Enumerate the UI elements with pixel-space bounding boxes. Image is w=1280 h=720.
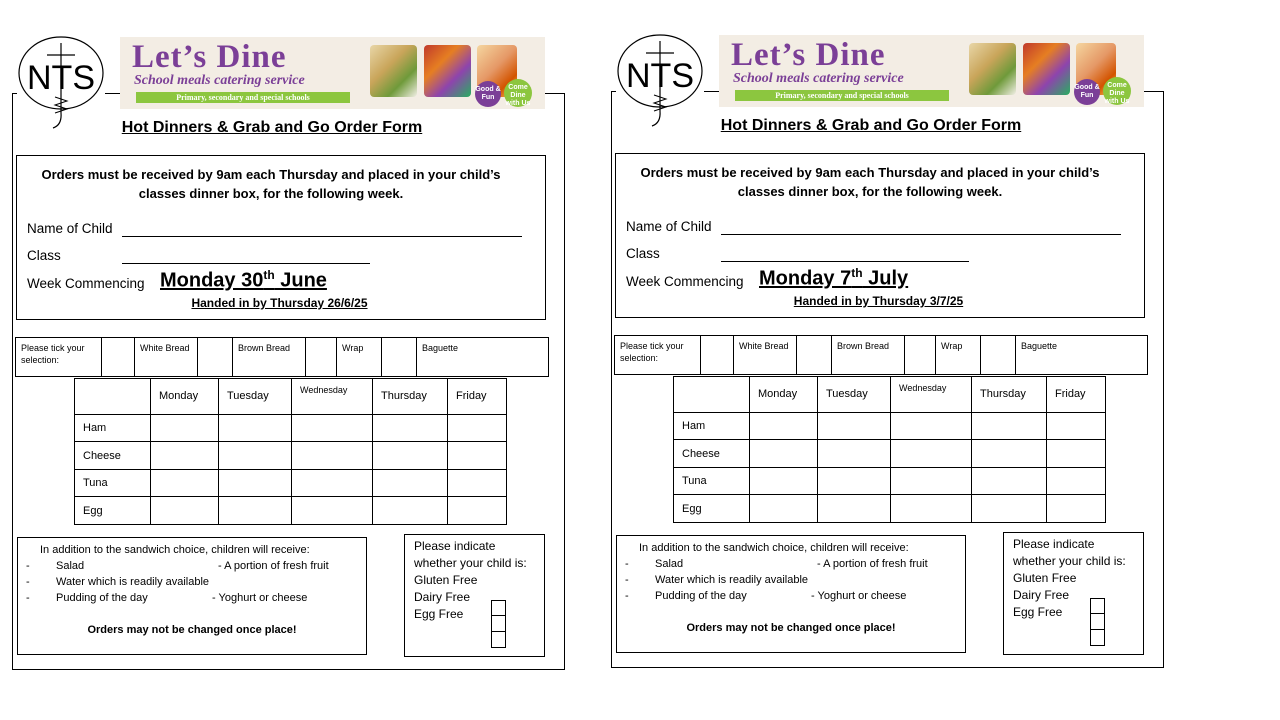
order-deadline-notice: Orders must be received by 9am each Thursday and placed in your child’s classes dinner box, for the following week. <box>640 165 1100 199</box>
filling-cheese: Cheese <box>75 442 151 470</box>
cell-cheese-mon[interactable] <box>151 442 219 470</box>
dietary-prompt: Please indicate whether your child is: <box>414 539 527 570</box>
filling-egg: Egg <box>75 497 151 525</box>
extras-item-2-left: Water which is readily available <box>655 574 809 586</box>
tick-box-white-bread[interactable] <box>102 338 135 377</box>
badge-good-fun: Good & Fun <box>1074 79 1100 105</box>
name-of-child-field[interactable] <box>122 236 522 237</box>
cell-egg-thu[interactable] <box>972 495 1047 523</box>
cell-ham-tue[interactable] <box>219 414 292 442</box>
extras-intro: In addition to the sandwich choice, children will receive: <box>40 544 310 556</box>
grid-row-egg <box>75 497 507 525</box>
extras-item-3: - Pudding of the day - Yoghurt or cheese <box>26 592 308 604</box>
week-ordinal: th <box>263 268 275 282</box>
filling-cheese: Cheese <box>674 440 750 468</box>
filling-tuna: Tuna <box>674 467 750 495</box>
week-ordinal: th <box>851 266 863 280</box>
bread-selection-table <box>614 335 1148 375</box>
cell-ham-fri[interactable] <box>1047 412 1106 440</box>
grid-header-row <box>674 377 1106 413</box>
details-box <box>615 153 1145 318</box>
checkbox-dairy-free[interactable] <box>1090 613 1105 630</box>
tick-box-wrap[interactable] <box>306 338 337 377</box>
cell-egg-thu[interactable] <box>373 497 448 525</box>
extras-item-1-left: Salad <box>655 558 684 570</box>
food-photo-1 <box>370 45 417 97</box>
extras-intro: In addition to the sandwich choice, children will receive: <box>639 542 909 554</box>
checkbox-egg-free[interactable] <box>1090 629 1105 646</box>
cell-cheese-thu[interactable] <box>373 442 448 470</box>
cell-ham-thu[interactable] <box>373 414 448 442</box>
cell-tuna-tue[interactable] <box>219 469 292 497</box>
extras-box <box>17 537 367 655</box>
cell-egg-tue[interactable] <box>219 497 292 525</box>
day-header-friday: Friday <box>1047 377 1106 413</box>
orders-no-change-note: Orders may not be changed once place! <box>686 622 896 634</box>
option-white-bread: White Bread <box>734 336 797 375</box>
option-egg-free: Egg Free <box>1013 605 1063 619</box>
nts-cross-icon <box>17 35 105 129</box>
cell-tuna-thu[interactable] <box>972 467 1047 495</box>
handed-in-deadline: Handed in by Thursday 3/7/25 <box>793 294 964 308</box>
option-baguette: Baguette <box>417 338 549 377</box>
option-wrap: Wrap <box>936 336 981 375</box>
food-photo-2 <box>1023 43 1070 95</box>
banner-title: Let’s Dine <box>132 39 287 75</box>
cell-tuna-tue[interactable] <box>818 467 891 495</box>
extras-item-3-right: - Yoghurt or cheese <box>811 590 907 602</box>
day-header-wednesday: Wednesday <box>891 377 972 413</box>
cell-egg-mon[interactable] <box>750 495 818 523</box>
week-commencing-date <box>759 266 908 291</box>
class-field[interactable] <box>721 261 969 262</box>
cell-ham-mon[interactable] <box>750 412 818 440</box>
dietary-box <box>1003 532 1144 655</box>
cell-ham-mon[interactable] <box>151 414 219 442</box>
cell-egg-fri[interactable] <box>448 497 507 525</box>
badge-good-fun: Good & Fun <box>475 81 501 107</box>
extras-item-1: - Salad - A portion of fresh fruit <box>26 560 329 572</box>
banner-strip: Primary, secondary and special schools <box>735 90 949 101</box>
grid-row-ham <box>674 412 1106 440</box>
option-brown-bread: Brown Bread <box>233 338 306 377</box>
grid-row-tuna <box>75 469 507 497</box>
day-header-monday: Monday <box>151 379 219 415</box>
checkbox-egg-free[interactable] <box>491 631 506 648</box>
banner-strip: Primary, secondary and special schools <box>136 92 350 103</box>
name-of-child-label: Name of Child <box>626 219 712 234</box>
cell-cheese-tue[interactable] <box>818 440 891 468</box>
extras-item-3-left: Pudding of the day <box>56 592 148 604</box>
extras-item-1-left: Salad <box>56 560 85 572</box>
grid-row-egg <box>674 495 1106 523</box>
badge-come-dine: Come Dine with Us <box>504 79 532 107</box>
grid-row-cheese <box>75 442 507 470</box>
day-header-thursday: Thursday <box>972 377 1047 413</box>
form-title: Hot Dinners & Grab and Go Order Form <box>720 117 1022 134</box>
cell-ham-fri[interactable] <box>448 414 507 442</box>
extras-item-2: - Water which is readily available <box>625 574 809 586</box>
cell-egg-wed[interactable] <box>891 495 972 523</box>
cell-cheese-thu[interactable] <box>972 440 1047 468</box>
filling-tuna: Tuna <box>75 469 151 497</box>
option-gluten-free: Gluten Free <box>1013 571 1077 585</box>
filling-egg: Egg <box>674 495 750 523</box>
selection-row <box>615 336 1148 375</box>
grid-header-row <box>75 379 507 415</box>
grid-corner-cell <box>75 379 151 415</box>
cell-egg-fri[interactable] <box>1047 495 1106 523</box>
cell-ham-thu[interactable] <box>972 412 1047 440</box>
food-photo-2 <box>424 45 471 97</box>
extras-item-3-right: - Yoghurt or cheese <box>212 592 308 604</box>
food-photo-1 <box>969 43 1016 95</box>
dietary-box <box>404 534 545 657</box>
day-header-tuesday: Tuesday <box>818 377 891 413</box>
tick-box-wrap[interactable] <box>905 336 936 375</box>
option-baguette: Baguette <box>1016 336 1148 375</box>
cell-cheese-fri[interactable] <box>448 442 507 470</box>
class-label: Class <box>27 248 61 263</box>
day-header-tuesday: Tuesday <box>219 379 292 415</box>
name-of-child-label: Name of Child <box>27 221 113 236</box>
week-month: July <box>862 267 909 290</box>
extras-item-1: - Salad - A portion of fresh fruit <box>625 558 928 570</box>
extras-box <box>616 535 966 653</box>
grid-row-tuna <box>674 467 1106 495</box>
option-gluten-free: Gluten Free <box>414 573 478 587</box>
cell-egg-mon[interactable] <box>151 497 219 525</box>
option-egg-free: Egg Free <box>414 607 464 621</box>
tick-box-baguette[interactable] <box>981 336 1016 375</box>
banner-title: Let’s Dine <box>731 37 886 73</box>
cell-cheese-wed[interactable] <box>891 440 972 468</box>
option-wrap: Wrap <box>337 338 382 377</box>
cell-ham-tue[interactable] <box>818 412 891 440</box>
extras-item-1-right: - A portion of fresh fruit <box>218 560 329 572</box>
grid-row-ham <box>75 414 507 442</box>
option-brown-bread: Brown Bread <box>832 336 905 375</box>
sandwich-order-grid <box>74 378 507 525</box>
option-dairy-free: Dairy Free <box>1013 588 1070 602</box>
details-box <box>16 155 546 320</box>
tick-box-brown-bread[interactable] <box>797 336 832 375</box>
cell-tuna-mon[interactable] <box>750 467 818 495</box>
extras-item-2: - Water which is readily available <box>26 576 210 588</box>
school-logo <box>616 33 704 127</box>
cell-cheese-wed[interactable] <box>292 442 373 470</box>
bread-selection-table <box>15 337 549 377</box>
order-form-june <box>12 33 572 673</box>
logo-text: NTS <box>27 59 95 97</box>
sandwich-order-grid <box>673 376 1106 523</box>
class-label: Class <box>626 246 660 261</box>
selection-prompt: Please tick your selection: <box>615 336 701 375</box>
cell-cheese-fri[interactable] <box>1047 440 1106 468</box>
cell-tuna-wed[interactable] <box>292 469 373 497</box>
day-header-thursday: Thursday <box>373 379 448 415</box>
week-day: Monday 7 <box>759 267 852 290</box>
badge-come-dine: Come Dine with Us <box>1103 77 1131 105</box>
filling-ham: Ham <box>674 412 750 440</box>
grid-corner-cell <box>674 377 750 413</box>
week-month: June <box>274 269 327 292</box>
form-title: Hot Dinners & Grab and Go Order Form <box>121 119 423 136</box>
tick-box-white-bread[interactable] <box>701 336 734 375</box>
cell-cheese-tue[interactable] <box>219 442 292 470</box>
cell-ham-wed[interactable] <box>891 412 972 440</box>
cell-egg-tue[interactable] <box>818 495 891 523</box>
filling-ham: Ham <box>75 414 151 442</box>
cell-tuna-thu[interactable] <box>373 469 448 497</box>
orders-no-change-note: Orders may not be changed once place! <box>87 624 297 636</box>
school-logo <box>17 35 105 129</box>
extras-item-1-right: - A portion of fresh fruit <box>817 558 928 570</box>
cell-tuna-fri[interactable] <box>1047 467 1106 495</box>
dietary-prompt: Please indicate whether your child is: <box>1013 537 1126 568</box>
selection-row <box>16 338 549 377</box>
cell-egg-wed[interactable] <box>292 497 373 525</box>
option-white-bread: White Bread <box>135 338 198 377</box>
name-of-child-field[interactable] <box>721 234 1121 235</box>
day-header-monday: Monday <box>750 377 818 413</box>
cell-tuna-wed[interactable] <box>891 467 972 495</box>
handed-in-deadline: Handed in by Thursday 26/6/25 <box>191 296 368 310</box>
tick-box-baguette[interactable] <box>382 338 417 377</box>
extras-item-3-left: Pudding of the day <box>655 590 747 602</box>
banner-subtitle: School meals catering service <box>134 73 305 88</box>
logo-text: NTS <box>626 57 694 95</box>
lets-dine-banner <box>120 37 545 109</box>
option-dairy-free: Dairy Free <box>414 590 471 604</box>
week-day: Monday 30 <box>160 269 264 292</box>
cell-tuna-fri[interactable] <box>448 469 507 497</box>
day-header-wednesday: Wednesday <box>292 379 373 415</box>
grid-row-cheese <box>674 440 1106 468</box>
day-header-friday: Friday <box>448 379 507 415</box>
extras-item-2-left: Water which is readily available <box>56 576 210 588</box>
week-commencing-label: Week Commencing <box>27 276 145 291</box>
lets-dine-banner <box>719 35 1144 107</box>
class-field[interactable] <box>122 263 370 264</box>
week-commencing-date <box>160 268 327 293</box>
cell-ham-wed[interactable] <box>292 414 373 442</box>
extras-item-3: - Pudding of the day - Yoghurt or cheese <box>625 590 907 602</box>
cell-tuna-mon[interactable] <box>151 469 219 497</box>
tick-box-brown-bread[interactable] <box>198 338 233 377</box>
selection-prompt: Please tick your selection: <box>16 338 102 377</box>
cell-cheese-mon[interactable] <box>750 440 818 468</box>
week-commencing-label: Week Commencing <box>626 274 744 289</box>
nts-cross-icon <box>616 33 704 127</box>
order-form-july <box>611 31 1171 671</box>
banner-subtitle: School meals catering service <box>733 71 904 86</box>
order-deadline-notice: Orders must be received by 9am each Thursday and placed in your child’s classes dinner box, for the following week. <box>41 167 501 201</box>
checkbox-dairy-free[interactable] <box>491 615 506 632</box>
